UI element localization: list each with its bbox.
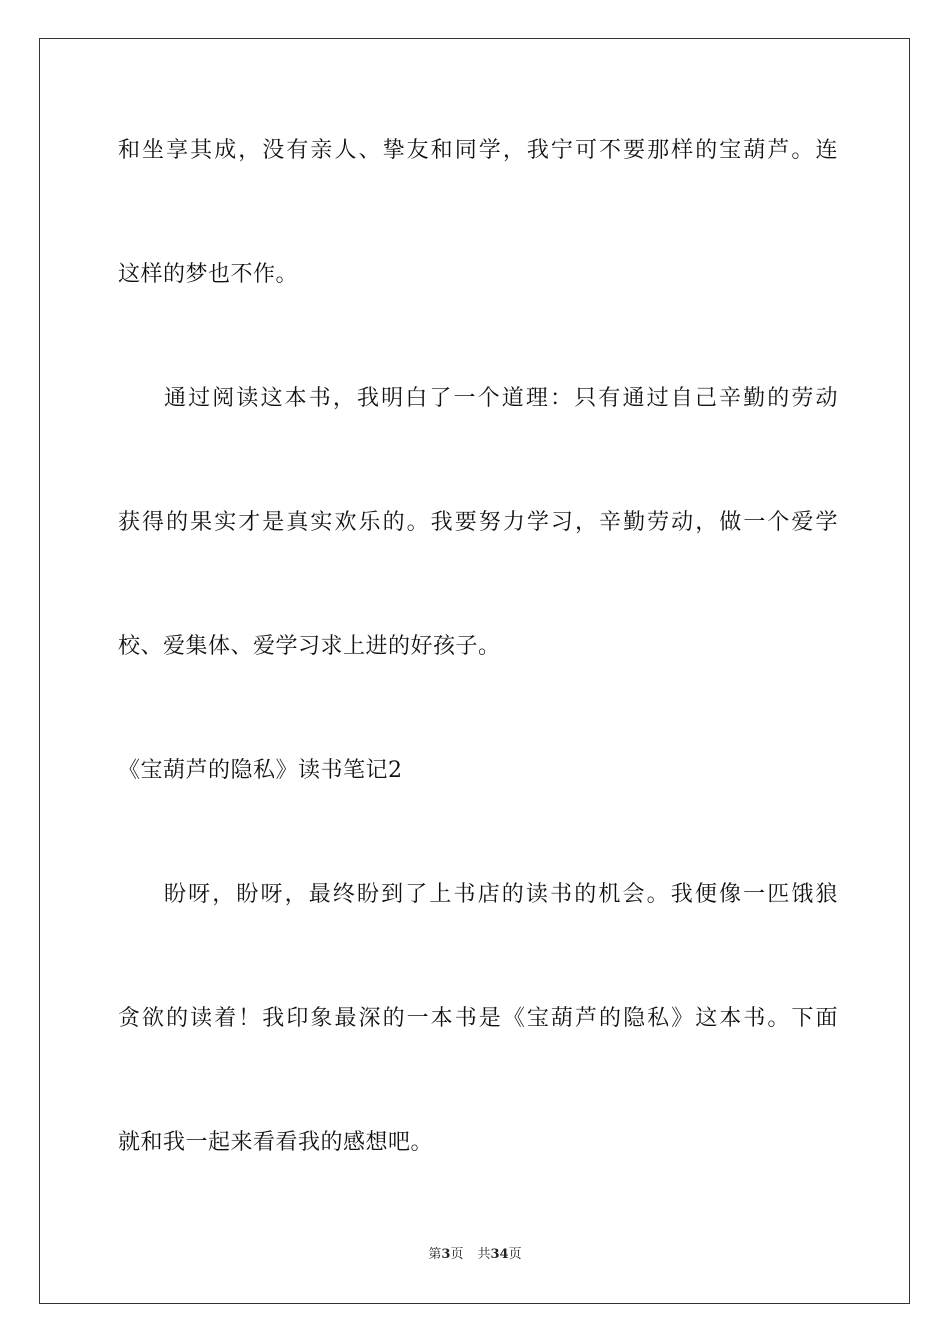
body-line-7: 贪欲的读着！我印象最深的一本书是《宝葫芦的隐私》这本书。下面 — [118, 1006, 838, 1031]
body-line-6: 盼呀，盼呀，最终盼到了上书店的读书的机会。我便像一匹饿狼 — [164, 882, 838, 907]
footer-total-pages: 34 — [490, 1247, 509, 1262]
body-line-1: 和坐享其成，没有亲人、挚友和同学，我宁可不要那样的宝葫芦。连 — [118, 138, 838, 163]
page-footer — [0, 1246, 950, 1264]
body-line-3: 通过阅读这本书，我明白了一个道理：只有通过自己辛勤的劳动 — [164, 386, 838, 411]
body-line-4: 获得的果实才是真实欢乐的。我要努力学习，辛勤劳动，做一个爱学 — [118, 510, 838, 535]
footer-page-suffix: 页 — [450, 1247, 464, 1262]
footer-page-prefix: 第 — [428, 1247, 442, 1262]
footer-total-prefix: 共 — [477, 1247, 491, 1262]
section-heading: 《宝葫芦的隐私》读书笔记2 — [118, 758, 403, 783]
footer-total-suffix: 页 — [508, 1247, 522, 1262]
footer-page-number: 3 — [441, 1247, 451, 1262]
page-border — [39, 38, 910, 1304]
body-line-8: 就和我一起来看看我的感想吧。 — [118, 1130, 434, 1155]
body-line-5: 校、爱集体、爱学习求上进的好孩子。 — [118, 634, 501, 659]
body-line-2: 这样的梦也不作。 — [118, 262, 299, 287]
